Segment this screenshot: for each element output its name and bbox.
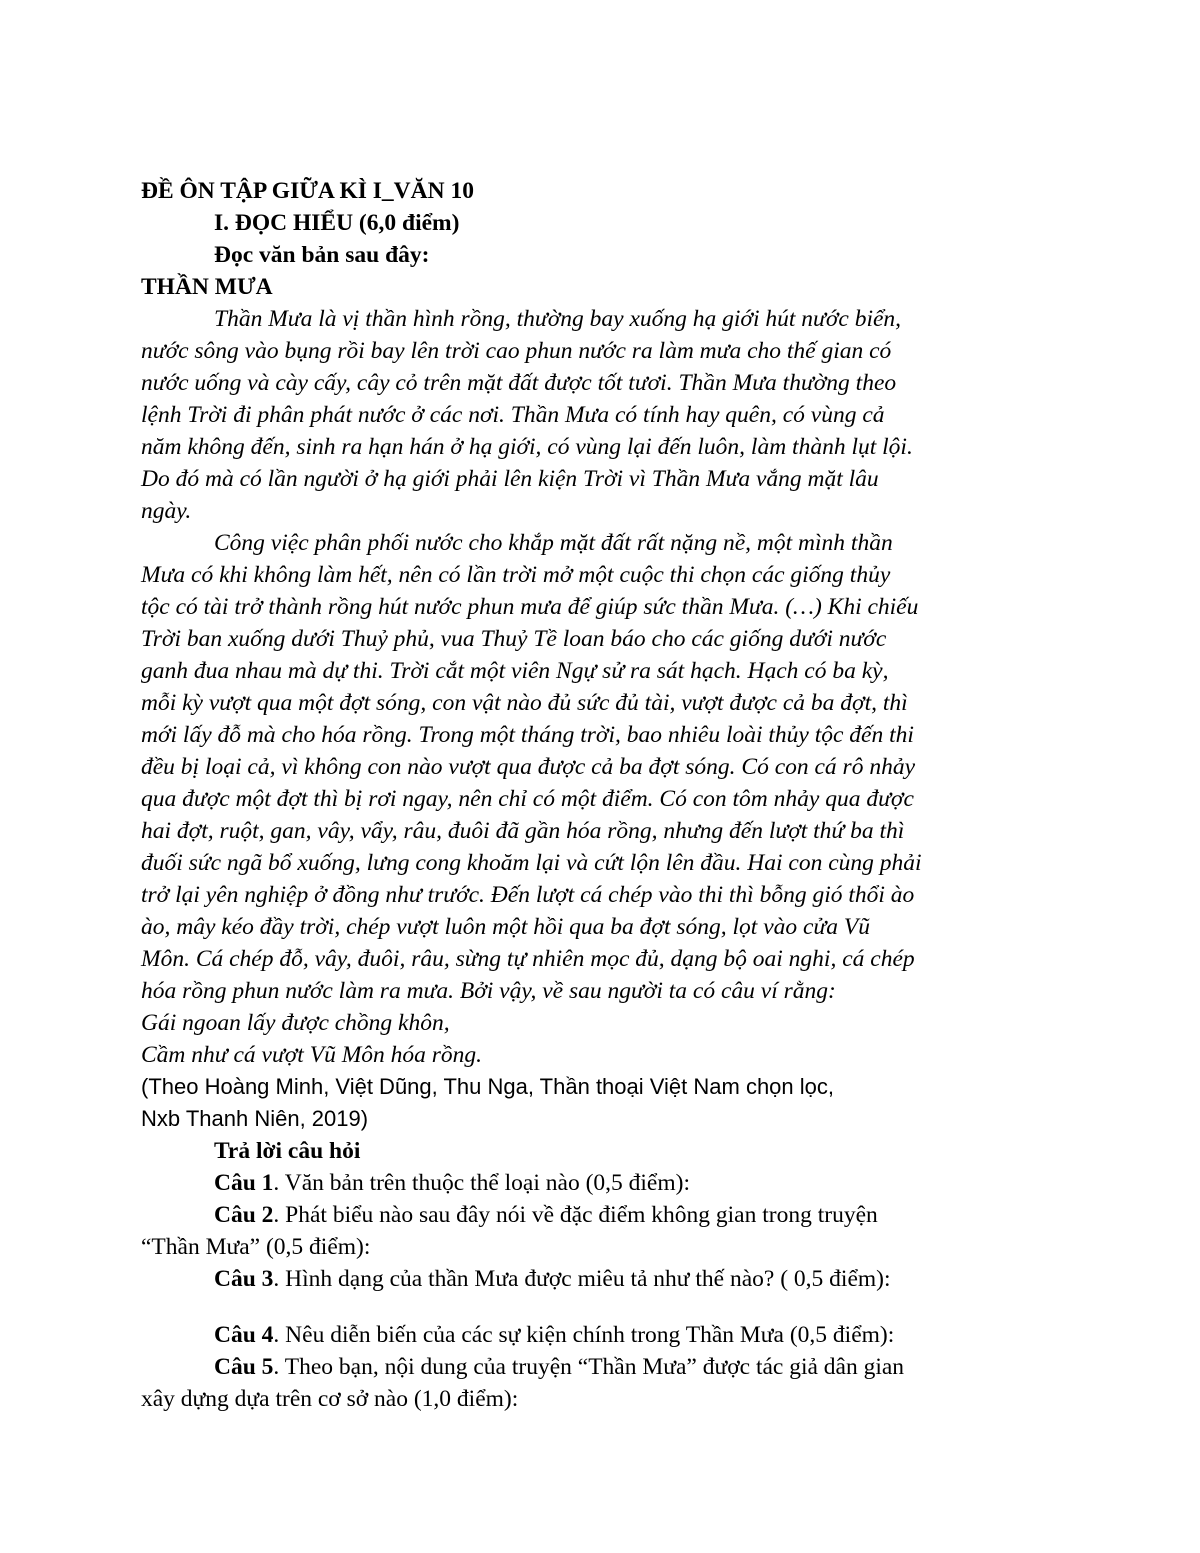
verse-line: Cầm như cá vượt Vũ Môn hóa rồng.: [141, 1042, 483, 1068]
question-text: . Hình dạng của thần Mưa được miêu tả như thế nào? ( 0,5 điểm):: [273, 1266, 891, 1292]
paragraph-line: nước uống và cày cấy, cây cỏ trên mặt đất được tốt tươi. Thần Mưa thường theo: [141, 370, 897, 396]
paragraph-line: đều bị loại cả, vì không con nào vượt qua được cả ba đợt sóng. Có con cá rô nhảy: [141, 754, 916, 780]
question-text: . Phát biểu nào sau đây nói về đặc điểm không gian trong truyện: [273, 1202, 878, 1228]
question-4: [214, 1319, 894, 1351]
question-label: Câu 4: [214, 1322, 274, 1348]
paragraph-line: Mưa có khi không làm hết, nên có lần trời mở một cuộc thi chọn các giống thủy: [141, 562, 891, 588]
paragraph-line: lệnh Trời đi phân phát nước ở các nơi. Thần Mưa có tính hay quên, có vùng cả: [141, 402, 885, 428]
question-text: . Văn bản trên thuộc thể loại nào (0,5 điểm):: [273, 1170, 690, 1196]
question-1: [214, 1167, 690, 1199]
exam-title: ĐỀ ÔN TẬP GIỮA KÌ I_VĂN 10: [141, 178, 474, 204]
paragraph-line: ngày.: [141, 498, 192, 524]
paragraph-line: nước sông vào bụng rồi bay lên trời cao phun nước ra làm mưa cho thế gian có: [141, 338, 892, 364]
reading-instruction: Đọc văn bản sau đây:: [214, 242, 430, 268]
paragraph-line: qua được một đợt thì bị rơi ngay, nên chỉ có một điểm. Có con tôm nhảy qua được: [141, 786, 914, 812]
question-2-continuation: “Thần Mưa” (0,5 điểm):: [141, 1234, 371, 1260]
paragraph-line: ào, mây kéo đầy trời, chép vượt luôn một hồi qua ba đợt sóng, lọt vào cửa Vũ: [141, 914, 870, 940]
answer-heading: Trả lời câu hỏi: [214, 1138, 361, 1164]
paragraph-line: ganh đua nhau mà dự thi. Trời cắt một viên Ngự sử ra sát hạch. Hạch có ba kỳ,: [141, 658, 889, 684]
verse-line: Gái ngoan lấy được chồng khôn,: [141, 1010, 450, 1036]
paragraph-line: mới lấy đỗ mà cho hóa rồng. Trong một tháng trời, bao nhiêu loài thủy tộc đến thi: [141, 722, 914, 748]
paragraph-line: Công việc phân phối nước cho khắp mặt đất rất nặng nề, một mình thần: [214, 530, 893, 556]
paragraph-line: tộc có tài trở thành rồng hút nước phun mưa để giúp sức thần Mưa. (…) Khi chiếu: [141, 594, 919, 620]
question-label: Câu 1: [214, 1170, 274, 1196]
paragraph-line: Môn. Cá chép đỗ, vây, đuôi, râu, sừng tự nhiên mọc đủ, dạng bộ oai nghi, cá chép: [141, 946, 915, 972]
paragraph-line: Trời ban xuống dưới Thuỷ phủ, vua Thuỷ Tề loan báo cho các giống dưới nước: [141, 626, 887, 652]
section-heading: I. ĐỌC HIỂU (6,0 điểm): [214, 210, 460, 236]
paragraph-line: đuối sức ngã bổ xuống, lưng cong khoăm lại và cứt lộn lên đầu. Hai con cùng phải: [141, 850, 922, 876]
question-5: [214, 1351, 904, 1383]
paragraph-line: mỗi kỳ vượt qua một đợt sóng, con vật nào đủ sức đủ tài, vượt được cả ba đợt, thì: [141, 690, 908, 716]
question-text: . Nêu diễn biến của các sự kiện chính trong Thần Mưa (0,5 điểm):: [273, 1322, 895, 1348]
paragraph-line: hai đợt, ruột, gan, vây, vẩy, râu, đuôi đã gần hóa rồng, nhưng đến lượt thứ ba thì: [141, 818, 905, 844]
story-title: THẦN MƯA: [141, 274, 273, 300]
question-label: Câu 3: [214, 1266, 274, 1292]
question-label: Câu 5: [214, 1354, 274, 1380]
paragraph-line: năm không đến, sinh ra hạn hán ở hạ giới, có vùng lại đến luôn, làm thành lụt lội.: [141, 434, 913, 460]
question-5-continuation: xây dựng dựa trên cơ sở nào (1,0 điểm):: [141, 1386, 519, 1412]
citation-line: (Theo Hoàng Minh, Việt Dũng, Thu Nga, Thần thoại Việt Nam chọn lọc,: [141, 1074, 834, 1099]
question-text: . Theo bạn, nội dung của truyện “Thần Mưa” được tác giả dân gian: [273, 1354, 905, 1380]
paragraph-line: Thần Mưa là vị thần hình rồng, thường bay xuống hạ giới hút nước biển,: [214, 306, 902, 332]
question-label: Câu 2: [214, 1202, 274, 1228]
question-2: [214, 1199, 878, 1231]
question-3: [214, 1263, 891, 1295]
paragraph-line: hóa rồng phun nước làm ra mưa. Bởi vậy, về sau người ta có câu ví rằng:: [141, 978, 836, 1004]
citation-line: Nxb Thanh Niên, 2019): [141, 1106, 369, 1131]
paragraph-line: trở lại yên nghiệp ở đồng như trước. Đến lượt cá chép vào thi thì bỗng gió thổi ào: [141, 882, 915, 908]
paragraph-line: Do đó mà có lần người ở hạ giới phải lên kiện Trời vì Thần Mưa vắng mặt lâu: [141, 466, 879, 492]
